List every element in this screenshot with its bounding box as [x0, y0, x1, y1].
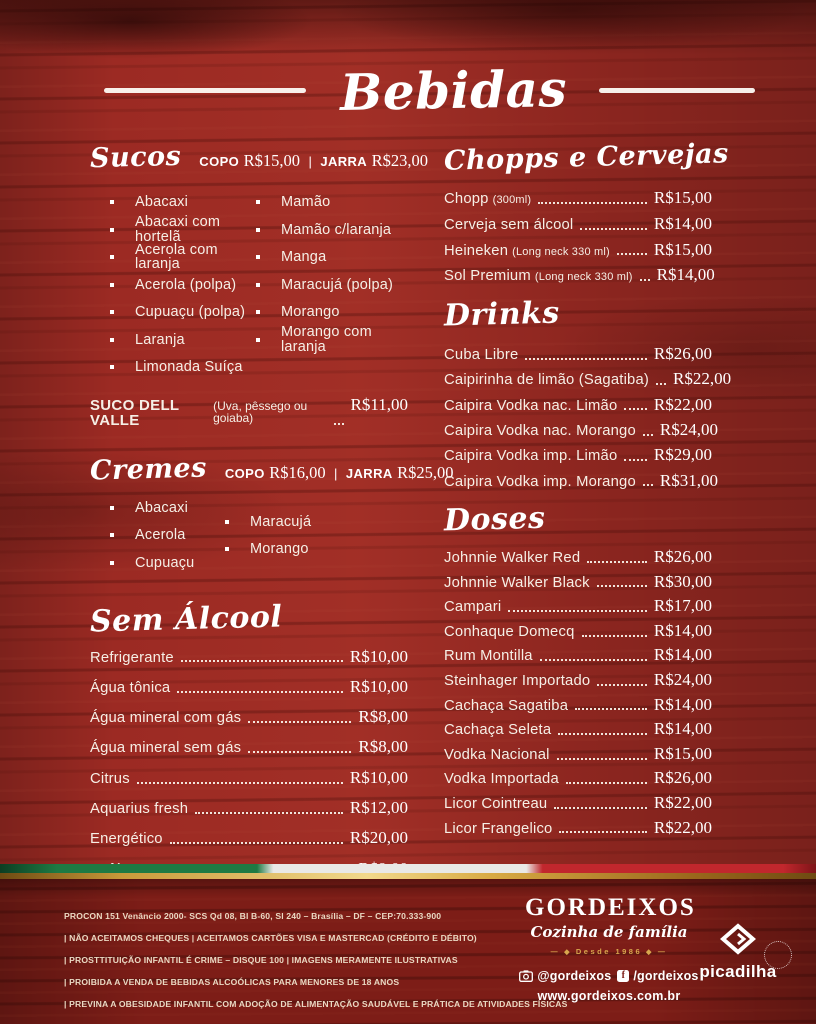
- menu-item-label: Acerola: [135, 527, 186, 544]
- menu-priced-item: [444, 345, 712, 363]
- item-price: R$14,00: [653, 213, 712, 233]
- item-price: R$29,00: [653, 445, 712, 465]
- menu-list-item: [225, 515, 311, 530]
- picadilha-wordmark: picadilha: [699, 962, 777, 981]
- menu-priced-item: [444, 369, 732, 389]
- item-name-text: Conhaque Domecq: [444, 623, 575, 640]
- item-detail-text: (Long neck 330 ml): [512, 245, 610, 258]
- dotted-leader: [334, 423, 344, 425]
- gordeixos-brand-block: [525, 894, 699, 1003]
- bullet-square-icon: [256, 283, 260, 287]
- menu-priced-item: [444, 794, 712, 812]
- menu-list-item: [110, 528, 225, 543]
- doses-list: [444, 548, 712, 836]
- menu-item-label: Acerola (polpa): [135, 276, 237, 293]
- item-name-text: Água mineral com gás: [90, 710, 242, 727]
- dotted-leader: [554, 807, 647, 809]
- item-price: R$15,00: [653, 743, 712, 763]
- dotted-leader: [195, 812, 343, 814]
- section-sem-alcool: [89, 599, 408, 877]
- gordeixos-logo: GORDEIXOS: [525, 894, 696, 921]
- drinks-list: [444, 343, 732, 490]
- menu-item-name: [444, 625, 575, 640]
- item-price: R$22,00: [653, 394, 712, 414]
- menu-item-label: Morango com laranja: [281, 324, 372, 355]
- menu-priced-item: [444, 745, 712, 763]
- section-chopps-cervejas: [443, 138, 730, 285]
- menu-item-label: Morango: [281, 304, 340, 321]
- footer-stripe: [0, 864, 816, 879]
- dotted-leader: [575, 708, 647, 710]
- footer: [0, 879, 816, 1024]
- item-name-text: Campari: [444, 599, 502, 616]
- dotted-leader: [580, 228, 646, 230]
- dotted-leader: [617, 253, 647, 255]
- facebook-handle: /gordeixos: [633, 969, 699, 983]
- chopps-title: Chopps e Cervejas: [443, 138, 730, 177]
- menu-column-right: [443, 138, 732, 890]
- copo-price: R$16,00: [269, 462, 326, 482]
- bullet-square-icon: [110, 200, 114, 204]
- item-name-text: Licor Frangelico: [444, 820, 553, 837]
- item-name-text: Heineken: [444, 242, 509, 259]
- page-title: Bebidas: [339, 59, 568, 122]
- copo-label: COPO: [224, 465, 265, 481]
- menu-priced-item: [444, 548, 712, 566]
- item-name-text: Rum Montilla: [444, 648, 533, 665]
- item-price: R$8,00: [358, 737, 408, 757]
- menu-list-item: [225, 542, 311, 557]
- menu-list-item: [256, 278, 408, 293]
- brand-since: — ◆ Desde 1986 ◆ —: [525, 947, 693, 956]
- dotted-leader: [643, 434, 653, 436]
- menu-item-name: [90, 681, 170, 696]
- camera-icon: [519, 970, 533, 982]
- item-price: R$15,00: [653, 239, 712, 259]
- chopps-list: [444, 188, 715, 285]
- menu-list-item: [256, 305, 408, 320]
- copo-price: R$15,00: [243, 151, 301, 170]
- menu-item-name: [444, 649, 533, 664]
- menu-item-name: [90, 772, 130, 787]
- bullet-square-icon: [110, 310, 114, 314]
- bullet-square-icon: [110, 255, 114, 259]
- dotted-leader: [540, 659, 647, 661]
- legal-text-block: [64, 905, 568, 1015]
- bullet-square-icon: [256, 228, 260, 232]
- title-row: [0, 59, 816, 122]
- menu-item-name: [444, 723, 551, 738]
- menu-item-name: [444, 449, 617, 464]
- item-name-text: Cachaça Sagatiba: [444, 697, 569, 714]
- bullet-square-icon: [256, 310, 260, 314]
- menu-item-label: Maracujá: [250, 513, 312, 530]
- item-price: R$15,00: [653, 188, 712, 208]
- item-price: R$10,00: [349, 646, 408, 666]
- item-detail-text: (Long neck 330 ml): [534, 271, 633, 284]
- menu-item-name: [444, 192, 531, 207]
- item-name-text: Vodka Importada: [444, 771, 559, 788]
- menu-item-name: [444, 822, 552, 837]
- menu-priced-item: [444, 622, 712, 640]
- menu-item-name: [444, 797, 547, 812]
- menu-priced-item: [444, 819, 712, 837]
- menu-list-item: [256, 324, 408, 355]
- dotted-leader: [525, 358, 647, 360]
- menu-list-item: [110, 278, 256, 293]
- menu-item-label: Cupuaçu: [135, 554, 195, 571]
- drinks-title: Drinks: [443, 295, 561, 334]
- menu-item-name: [444, 348, 518, 363]
- item-price: R$14,00: [653, 719, 712, 739]
- item-name-text: Água mineral sem gás: [90, 740, 242, 757]
- menu-priced-item: [444, 696, 712, 714]
- item-price: R$20,00: [349, 828, 408, 848]
- item-name-text: Chopp: [444, 191, 489, 208]
- instagram-handle: @gordeixos: [537, 969, 612, 983]
- title-rule-left: [104, 88, 306, 93]
- menu-item-label: Acerola com laranja: [135, 241, 218, 273]
- sem-alcool-title: Sem Álcool: [89, 599, 283, 640]
- item-name-text: Água tônica: [90, 679, 171, 696]
- item-name-text: Licor Cointreau: [444, 795, 548, 812]
- cremes-header: [89, 452, 454, 487]
- facebook-icon: f: [617, 970, 629, 982]
- item-price: R$26,00: [653, 343, 712, 363]
- item-name-text: Refrigerante: [90, 649, 174, 666]
- item-detail-text: (300ml): [492, 194, 532, 207]
- menu-priced-item: [444, 396, 712, 414]
- sucos-list-col2: [256, 195, 408, 388]
- item-price: R$22,00: [673, 369, 732, 389]
- item-price: R$17,00: [653, 596, 712, 616]
- pricing-separator: |: [334, 465, 338, 481]
- item-price: R$8,00: [358, 707, 408, 727]
- menu-list-item: [256, 195, 408, 210]
- dotted-leader: [170, 842, 343, 844]
- item-price: R$30,00: [653, 571, 712, 591]
- menu-item-name: [444, 373, 649, 388]
- menu-priced-item: [90, 678, 408, 696]
- dotted-leader: [597, 585, 647, 587]
- menu-priced-item: [444, 241, 712, 259]
- menu-item-label: Mamão c/laranja: [281, 221, 392, 238]
- bullet-square-icon: [110, 365, 114, 369]
- bullet-square-icon: [256, 338, 260, 342]
- item-name-text: Aquarius fresh: [90, 801, 189, 818]
- chopps-header: [443, 138, 730, 177]
- dotted-leader: [656, 383, 666, 385]
- menu-item-name: [444, 269, 633, 284]
- menu-item-name: [444, 424, 636, 439]
- picadilha-block: [686, 923, 790, 982]
- menu-priced-item: [444, 446, 712, 464]
- item-price: R$26,00: [653, 768, 712, 788]
- menu-list-item: [110, 214, 256, 245]
- item-name-text: Steinhager Importado: [444, 672, 591, 689]
- section-doses: [444, 503, 712, 836]
- menu-priced-item: [90, 738, 408, 756]
- item-price: R$24,00: [653, 669, 712, 689]
- bullet-square-icon: [110, 533, 114, 537]
- dotted-leader: [137, 782, 343, 784]
- menu-item-label: Laranja: [135, 331, 185, 348]
- menu-list-item: [110, 195, 256, 210]
- legal-line: | NÃO ACEITAMOS CHEQUES | ACEITAMOS CARTÕES VISA E MASTERCAD (CRÉDITO E DÉBITO): [64, 933, 477, 943]
- dotted-leader: [538, 202, 647, 204]
- menu-list-item: [110, 360, 256, 375]
- item-name-text: Caipira Vodka imp. Morango: [444, 473, 636, 490]
- pricing-separator: |: [308, 154, 312, 169]
- item-price: R$10,00: [349, 676, 408, 696]
- suco-dell-valle-row: [90, 396, 408, 428]
- bullet-square-icon: [225, 547, 229, 551]
- item-name-text: Caipira Vodka nac. Limão: [444, 397, 618, 414]
- item-price: R$14,00: [653, 645, 712, 665]
- item-price: R$10,00: [349, 767, 408, 787]
- menu-priced-item: [444, 671, 712, 689]
- menu-item-name: [90, 802, 188, 817]
- dotted-leader: [248, 751, 351, 753]
- menu-list-item: [110, 501, 225, 516]
- item-name-text: Caipira Vodka imp. Limão: [444, 448, 618, 465]
- section-sucos: [89, 140, 428, 429]
- menu-item-name: [444, 551, 580, 566]
- sucos-header: [89, 140, 428, 175]
- item-name-text: Vodka Nacional: [444, 746, 550, 763]
- bullet-square-icon: [256, 255, 260, 259]
- jarra-price: R$25,00: [397, 462, 454, 482]
- dotted-leader: [566, 782, 647, 784]
- menu-item-label: Abacaxi: [135, 499, 188, 516]
- menu-item-name: [444, 674, 590, 689]
- legal-line: | PROSTTITUIÇÃO INFANTIL É CRIME – DISQUE 100 | IMAGENS MERAMENTE ILUSTRATIVAS: [64, 955, 458, 965]
- dotted-leader: [177, 691, 343, 693]
- item-name-text: Johnnie Walker Red: [444, 549, 581, 566]
- social-row: [525, 969, 699, 983]
- menu-priced-item: [444, 419, 719, 439]
- menu-item-name: [444, 475, 636, 490]
- item-price: R$14,00: [653, 694, 712, 714]
- menu-item-name: [444, 748, 550, 763]
- dotted-leader: [587, 561, 647, 563]
- item-name-text: Cerveja sem álcool: [444, 216, 574, 233]
- menu-list-item: [110, 241, 256, 273]
- website-url: www.gordeixos.com.br: [537, 989, 681, 1003]
- bullet-square-icon: [256, 200, 260, 204]
- menu-priced-item: [444, 646, 712, 664]
- menu-item-name: [444, 600, 501, 615]
- item-name-text: Caipira Vodka nac. Morango: [444, 422, 636, 439]
- legal-line: | PREVINA A OBESIDADE INFANTIL COM ADOÇÃO DE ALIMENTAÇÃO SAUDÁVEL E PRÁTICA DE ATIVIDADES FÍSICAS: [64, 999, 568, 1009]
- suco-dell-valle-price: R$11,00: [350, 394, 408, 414]
- bullet-square-icon: [110, 228, 114, 232]
- item-name-text: Johnnie Walker Black: [444, 574, 590, 591]
- dotted-leader: [558, 733, 647, 735]
- bullet-square-icon: [110, 506, 114, 510]
- italy-flag-stripe: [0, 864, 816, 873]
- menu-list-item: [110, 305, 256, 320]
- drinks-header: [443, 295, 712, 334]
- dotted-leader: [508, 610, 647, 612]
- menu-priced-item: [444, 597, 712, 615]
- cremes-pricing: [225, 463, 454, 483]
- menu-item-name: [444, 399, 617, 414]
- menu-priced-item: [444, 189, 712, 207]
- item-price: R$22,00: [653, 792, 712, 812]
- dotted-leader: [597, 684, 647, 686]
- item-price: R$14,00: [656, 265, 715, 285]
- bullet-square-icon: [225, 520, 229, 524]
- menu-list-item: [256, 223, 408, 238]
- menu-priced-item: [444, 769, 712, 787]
- sem-alcool-header: [89, 599, 408, 640]
- legal-line: PROCON 151 Venâncio 2000- SCS Qd 08, Bl B-60, Sl 240 – Brasília – DF – CEP:70.333-900: [64, 911, 442, 921]
- doses-header: [444, 503, 712, 538]
- brand-tagline: Cozinha de família: [530, 923, 688, 941]
- menu-priced-item: [90, 799, 408, 817]
- menu-item-label: Limonada Suíça: [135, 359, 243, 376]
- item-price: R$12,00: [349, 798, 408, 818]
- item-price: R$31,00: [659, 470, 718, 490]
- menu-item-name: [90, 832, 163, 847]
- dotted-leader: [559, 831, 646, 833]
- sucos-pricing: [199, 151, 428, 171]
- jarra-label: JARRA: [320, 154, 368, 169]
- dotted-leader: [624, 408, 646, 410]
- dotted-leader: [643, 484, 653, 486]
- dotted-leader: [624, 459, 647, 461]
- menu-list-item: [110, 333, 256, 348]
- menu-item-label: Abacaxi com hortelã: [135, 214, 221, 245]
- menu-item-name: [90, 741, 241, 756]
- menu-item-name: [444, 576, 590, 591]
- item-name-text: Sol Premium: [444, 268, 531, 285]
- legal-line: | PROIBIDA A VENDA DE BEBIDAS ALCOÓLICAS PARA MENORES DE 18 ANOS: [64, 977, 400, 987]
- dotted-leader: [557, 758, 647, 760]
- section-drinks: [443, 295, 732, 490]
- item-name-text: Caipirinha de limão (Sagatiba): [444, 372, 650, 389]
- cremes-title: Cremes: [89, 452, 208, 487]
- sucos-title: Sucos: [89, 140, 182, 175]
- menu-priced-item: [90, 829, 408, 847]
- bullet-square-icon: [110, 338, 114, 342]
- bullet-square-icon: [110, 561, 114, 565]
- title-rule-right: [599, 88, 755, 93]
- sucos-list: [90, 195, 408, 388]
- menu-list-item: [110, 556, 225, 571]
- picadilha-diamond-icon: [720, 923, 756, 955]
- menu-item-name: [444, 218, 573, 233]
- dotted-leader: [582, 635, 647, 637]
- item-price: R$22,00: [653, 817, 712, 837]
- item-name-text: Citrus: [90, 770, 130, 787]
- suco-dell-valle-name: SUCO DELL VALLE: [90, 396, 180, 429]
- dotted-leader: [640, 279, 650, 281]
- item-name-text: Energético: [90, 831, 163, 848]
- instagram-group: [519, 969, 611, 983]
- menu-priced-item: [444, 720, 712, 738]
- menu-priced-item: [90, 708, 408, 726]
- menu-item-name: [444, 244, 610, 259]
- sem-alcool-list: [90, 648, 408, 878]
- menu-priced-item: [444, 215, 712, 233]
- suco-dell-valle-detail: (Uva, pêssego ou goiaba): [213, 398, 308, 425]
- dotted-leader: [181, 660, 343, 662]
- menu-item-label: Cupuaçu (polpa): [135, 304, 246, 321]
- item-price: R$26,00: [653, 546, 712, 566]
- menu-priced-item: [444, 573, 712, 591]
- menu-priced-item: [444, 470, 718, 490]
- picadilha-circular-badge: [764, 941, 792, 969]
- menu-list-item: [256, 250, 408, 265]
- menu-item-name: [90, 711, 241, 726]
- copo-label: COPO: [199, 154, 240, 169]
- menu-item-name: [444, 699, 568, 714]
- menu-priced-item: [90, 648, 408, 666]
- menu-column-left: [89, 140, 454, 890]
- bullet-square-icon: [110, 283, 114, 287]
- item-price: R$14,00: [653, 620, 712, 640]
- menu-item-label: Morango: [250, 541, 309, 558]
- item-name-text: Cachaça Seleta: [444, 722, 552, 739]
- dotted-leader: [248, 721, 351, 723]
- jarra-price: R$23,00: [371, 151, 428, 170]
- cremes-list: [90, 501, 408, 584]
- cremes-list-col1: [110, 501, 225, 584]
- item-name-text: Cuba Libre: [444, 346, 519, 363]
- menu-item-label: Abacaxi: [135, 194, 188, 211]
- cremes-list-col2: [225, 515, 311, 584]
- item-price: R$24,00: [659, 419, 719, 439]
- menu-columns: [89, 138, 732, 890]
- menu-priced-item: [90, 769, 408, 787]
- doses-title: Doses: [443, 501, 546, 539]
- menu-item-label: Mamão: [281, 194, 331, 211]
- menu-item-name: [444, 772, 559, 787]
- menu-item-name: [90, 651, 174, 666]
- menu-item-label: Manga: [281, 249, 327, 266]
- section-cremes: [89, 452, 454, 584]
- menu-item-label: Maracujá (polpa): [281, 276, 393, 293]
- sucos-list-col1: [110, 195, 256, 388]
- menu-priced-item: [444, 265, 715, 285]
- jarra-label: JARRA: [345, 465, 393, 481]
